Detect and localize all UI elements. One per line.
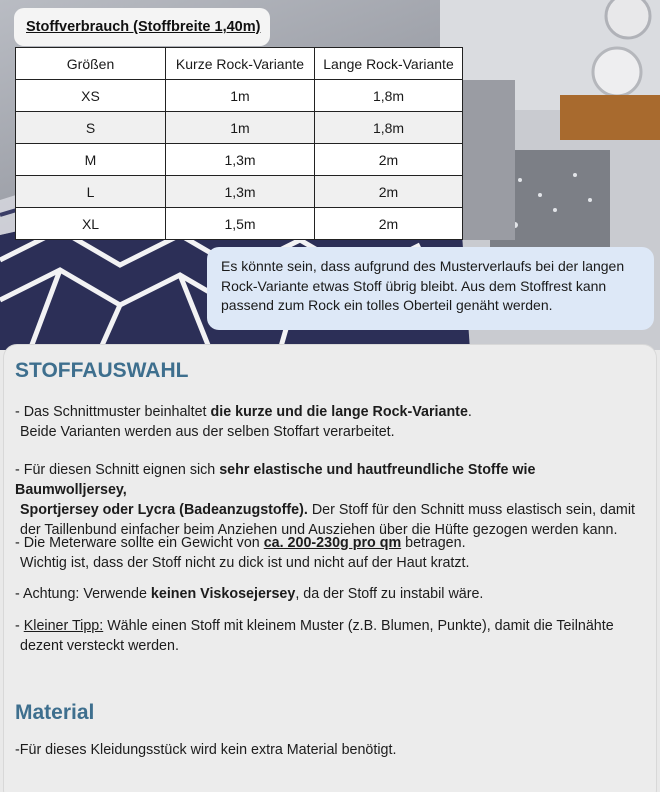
- section-heading-material: Material: [15, 701, 95, 724]
- column-header-long-variant: Lange Rock-Variante: [315, 48, 463, 80]
- cell-long: 2m: [315, 176, 463, 208]
- cell-long: 1,8m: [315, 112, 463, 144]
- cell-size: L: [16, 176, 166, 208]
- fabric-note: Es könnte sein, dass aufgrund des Musterverlaufs bei der langen Rock-Variante etwas Stoff übrig bleibt. Aus dem Stoffrest kann passend zum Rock ein tolles Oberteil genäht werden.: [207, 247, 654, 330]
- fabric-consumption-title-box: [14, 8, 270, 46]
- cell-short: 1,5m: [166, 208, 315, 240]
- fabric-consumption-title: Stoffverbrauch (Stoffbreite 1,40m): [26, 19, 261, 35]
- wooden-strip: [560, 95, 660, 140]
- cell-long: 2m: [315, 208, 463, 240]
- paragraph-variants: - Das Schnittmuster beinhaltet die kurze und die lange Rock-Variante. Beide Varianten werden aus der selben Stoffart verarbeitet.: [15, 404, 472, 440]
- paragraph-material: -Für dieses Kleidungsstück wird kein extra Material benötigt.: [15, 742, 397, 758]
- table-header-row: [16, 48, 463, 80]
- cell-size: XS: [16, 80, 166, 112]
- table-row: [16, 80, 463, 112]
- section-heading-fabric-selection: STOFFAUSWAHL: [15, 359, 189, 382]
- machine-dial-icon: [606, 0, 650, 38]
- cell-size: S: [16, 112, 166, 144]
- cell-short: 1m: [166, 112, 315, 144]
- cell-short: 1,3m: [166, 144, 315, 176]
- table-row: [16, 112, 463, 144]
- cell-long: 2m: [315, 144, 463, 176]
- column-header-size: Größen: [16, 48, 166, 80]
- table-row: [16, 144, 463, 176]
- cell-size: XL: [16, 208, 166, 240]
- column-header-short-variant: Kurze Rock-Variante: [166, 48, 315, 80]
- cell-size: M: [16, 144, 166, 176]
- paragraph-warning: - Achtung: Verwende keinen Viskosejersey, da der Stoff zu instabil wäre.: [15, 586, 484, 602]
- table-row: [16, 176, 463, 208]
- machine-button-icon: [593, 48, 641, 96]
- paragraph-suitable-fabrics: - Für diesen Schnitt eignen sich sehr elastische und hautfreundliche Stoffe wie Baumwolljersey, Sportjersey oder Lycra (Badeanzugstoffe). Der Stoff für den Schnitt muss elastisch sein, damit der Taillenbund einfacher beim Anziehen und Ausziehen über die Hüfte gezogen werden kann.: [15, 462, 635, 538]
- cell-short: 1m: [166, 80, 315, 112]
- paragraph-tip: - Kleiner Tipp: Wähle einen Stoff mit kleinem Muster (z.B. Blumen, Punkte), damit die Teilnähte dezent versteckt werden.: [15, 618, 614, 654]
- cell-short: 1,3m: [166, 176, 315, 208]
- paragraph-fabric-weight: - Die Meterware sollte ein Gewicht von ca. 200-230g pro qm betragen. Wichtig ist, dass der Stoff nicht zu dick ist und nicht auf der Haut kratzt.: [15, 535, 470, 571]
- fabric-consumption-table: [15, 47, 463, 240]
- cell-long: 1,8m: [315, 80, 463, 112]
- table-row: [16, 208, 463, 240]
